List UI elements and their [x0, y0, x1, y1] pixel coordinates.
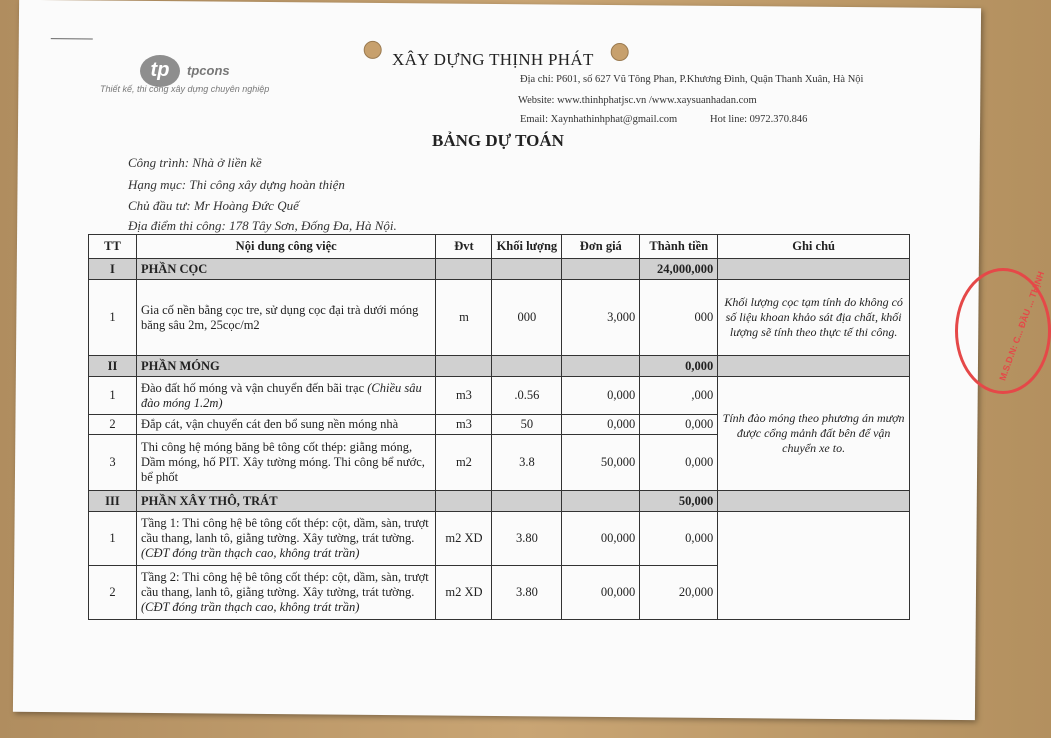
header-unit: Đvt [436, 235, 492, 259]
table-header-row [89, 235, 910, 259]
section-row [89, 259, 910, 280]
location-line: Địa điểm thi công: 178 Tây Sơn, Đống Đa, Hà Nội. [128, 218, 397, 233]
section-tt: II [89, 356, 137, 377]
section-row [89, 356, 910, 377]
row-unit: m2 XD [436, 512, 492, 566]
header-content: Nội dung công việc [136, 235, 436, 259]
row-total: ,000 [640, 377, 718, 415]
logo-tagline: Thiết kế, thi công xây dựng chuyên nghiệp [100, 84, 270, 94]
section-total: 24,000,000 [640, 259, 718, 280]
category-line: Hạng mục: Thi công xây dựng hoàn thiện [128, 177, 345, 192]
logo-mark: tp [140, 55, 180, 87]
row-note: Tính đào móng theo phương án mượn được cổng mảnh đất bên để vận chuyển xe to. [718, 377, 910, 491]
punch-hole [364, 41, 382, 59]
row-qty: .0.56 [492, 377, 562, 415]
logo-name: tpcons [187, 63, 230, 78]
stamp-text: M.S.D.N: C... ĐẦU ... THỊNH [997, 270, 1047, 382]
row-tt: 1 [89, 512, 137, 566]
section-total: 0,000 [640, 356, 718, 377]
row-qty: 3.8 [492, 435, 562, 491]
section-total: 50,000 [640, 491, 718, 512]
row-price: 00,000 [562, 566, 640, 620]
section-name: PHẦN CỌC [136, 259, 436, 280]
row-total: 20,000 [640, 566, 718, 620]
row-content: Gia cố nền bằng cọc tre, sử dụng cọc đại trà dưới móng băng sâu 2m, 25cọc/m2 [136, 280, 436, 356]
row-price: 3,000 [562, 280, 640, 356]
table-row [89, 512, 910, 566]
section-name: PHẦN XÂY THÔ, TRÁT [136, 491, 436, 512]
document-title: BẢNG DỰ TOÁN [432, 131, 564, 150]
row-tt: 1 [89, 280, 137, 356]
row-content-note: (CĐT đóng trần thạch cao, không trát trần) [140, 600, 360, 614]
section-tt: I [89, 259, 137, 280]
header-tt: TT [89, 235, 137, 259]
header-note: Ghi chú [718, 235, 910, 259]
row-price: 00,000 [562, 512, 640, 566]
header-price: Đơn giá [562, 235, 640, 259]
company-hotline: Hot line: 0972.370.846 [710, 114, 808, 125]
row-content [136, 566, 436, 620]
row-total: 000 [640, 280, 718, 356]
row-content [136, 377, 436, 415]
company-logo [140, 55, 230, 87]
company-address: Địa chỉ: P601, số 627 Vũ Tông Phan, P.Khương Đình, Quận Thanh Xuân, Hà Nội [520, 74, 864, 85]
row-price: 0,000 [562, 415, 640, 435]
row-qty: 000 [492, 280, 562, 356]
row-tt: 2 [89, 566, 137, 620]
margin-mark [51, 38, 93, 39]
row-content-text: Tầng 2: Thi công hệ bê tông cốt thép: cột, dầm, sàn, trượt cầu thang, lanh tô, giằng tường. Xây tường, trát tường. [140, 570, 429, 599]
row-total: 0,000 [640, 415, 718, 435]
row-content: Đắp cát, vận chuyển cát đen bổ sung nền móng nhà [136, 415, 436, 435]
row-note: Khối lượng cọc tạm tính do không có số liệu khoan khảo sát địa chất, khối lượng sẽ tính theo thực tế thi công. [718, 280, 910, 356]
section-tt: III [89, 491, 137, 512]
row-unit: m3 [436, 377, 492, 415]
punch-hole [611, 43, 629, 61]
row-tt: 1 [89, 377, 137, 415]
section-row [89, 491, 910, 512]
row-tt: 2 [89, 415, 137, 435]
row-price: 50,000 [562, 435, 640, 491]
row-content-note: (CĐT đóng trần thạch cao, không trát trần) [140, 546, 360, 560]
row-price: 0,000 [562, 377, 640, 415]
table-row [89, 280, 910, 356]
table-row [89, 377, 910, 415]
row-content: Thi công hệ móng băng bê tông cốt thép: giằng móng, Dầm móng, hố PIT. Xây tường móng. Thi công bể nước, bể phốt [136, 435, 436, 491]
header-qty: Khối lượng [492, 235, 562, 259]
row-content [136, 512, 436, 566]
row-qty: 50 [492, 415, 562, 435]
project-line: Công trình: Nhà ở liền kề [128, 155, 262, 170]
row-tt: 3 [89, 435, 137, 491]
header-total: Thành tiền [640, 235, 718, 259]
row-unit: m2 XD [436, 566, 492, 620]
row-content-text: Đào đất hố móng và vận chuyển đến bãi trạc [140, 380, 365, 395]
row-content-text: Tầng 1: Thi công hệ bê tông cốt thép: cột, dầm, sàn, trượt cầu thang, lanh tô, giằng tường. Xây tường, trát tường. [140, 516, 429, 545]
company-name: XÂY DỰNG THỊNH PHÁT [392, 50, 594, 69]
company-email: Email: Xaynhathinhphat@gmail.com [520, 114, 678, 125]
row-qty: 3.80 [492, 566, 562, 620]
row-unit: m3 [436, 415, 492, 435]
row-total: 0,000 [640, 435, 718, 491]
company-website: Website: www.thinhphatjsc.vn /www.xaysuanhadan.com [518, 95, 757, 106]
row-total: 0,000 [640, 512, 718, 566]
row-unit: m2 [436, 435, 492, 491]
row-unit: m [436, 280, 492, 356]
row-qty: 3.80 [492, 512, 562, 566]
section-name: PHẦN MÓNG [136, 356, 436, 377]
row-content-note: (Chiều sâu đào móng 1.2m) [140, 380, 422, 410]
estimate-table [88, 234, 910, 620]
company-stamp [955, 268, 1051, 394]
owner-line: Chủ đầu tư: Mr Hoàng Đức Quế [128, 198, 299, 213]
